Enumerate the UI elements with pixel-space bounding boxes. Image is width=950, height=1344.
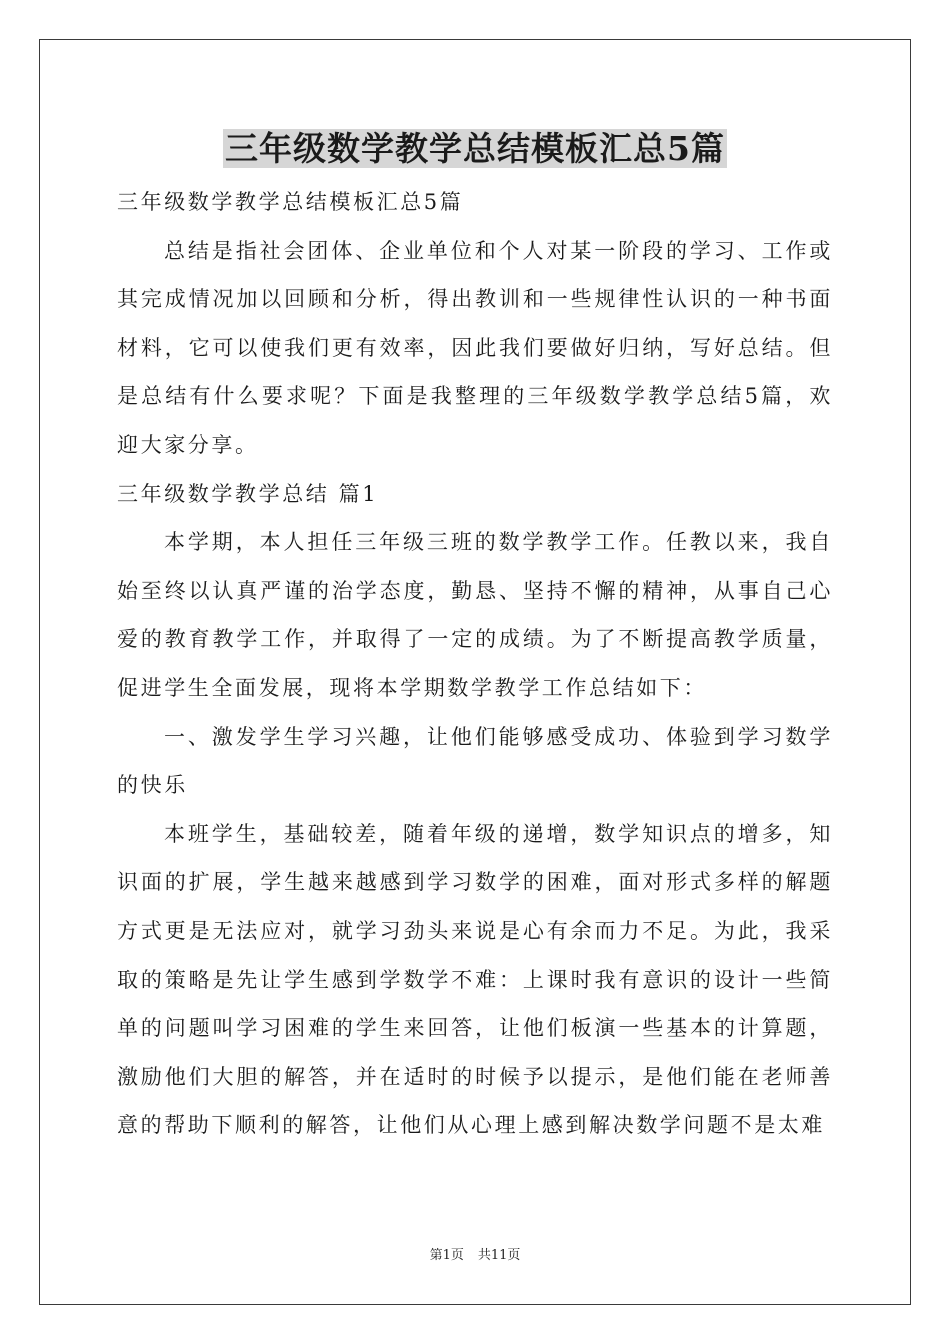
paragraph-intro: 总结是指社会团体、企业单位和个人对某一阶段的学习、工作或其完成情况加以回顾和分析，得出教训和一些规律性认识的一种书面材料，它可以使我们更有效率，因此我们要做好归纳，写好总结。但是总结有什么要求呢？下面是我整理的三年级数学教学总结5篇，欢迎大家分享。 [117,238,833,457]
paragraph-body: 本班学生，基础较差，随着年级的递增，数学知识点的增多，知识面的扩展，学生越来越感到学习数学的困难，面对形式多样的解题方式更是无法应对，就学习劲头来说是心有余而力不足。为此，我采取的策略是先让学生感到学数学不难：上课时我有意识的设计一些简单的问题叫学习困难的学生来回答，让他们板演一些基本的计算题，激励他们大胆的解答，并在适时的时候予以提示，是他们能在老师善意的帮助下顺利的解答，让他们从心理上感到解决数学问题不是太难 [117,821,833,1138]
paragraph-subtitle: 三年级数学教学总结模板汇总5篇 [117,190,464,214]
document-title [0,128,950,170]
page-footer [0,1248,950,1264]
document-title-text: 三年级数学教学总结模板汇总5篇 [225,129,725,168]
paragraph-overview: 本学期，本人担任三年级三班的数学教学工作。任教以来，我自始至终以认真严谨的治学态度，勤恳、坚持不懈的精神，从事自己心爱的教育教学工作，并取得了一定的成绩。为了不断提高教学质量，促进学生全面发展，现将本学期数学教学工作总结如下： [117,530,833,700]
page-total: 共11页 [477,1248,521,1263]
paragraph-point-one: 一、激发学生学习兴趣，让他们能够感受成功、体验到学习数学的快乐 [117,724,833,798]
section-heading: 三年级数学教学总结 篇1 [117,481,379,506]
page-number: 第1页 [429,1248,464,1263]
document-body [117,178,833,1150]
